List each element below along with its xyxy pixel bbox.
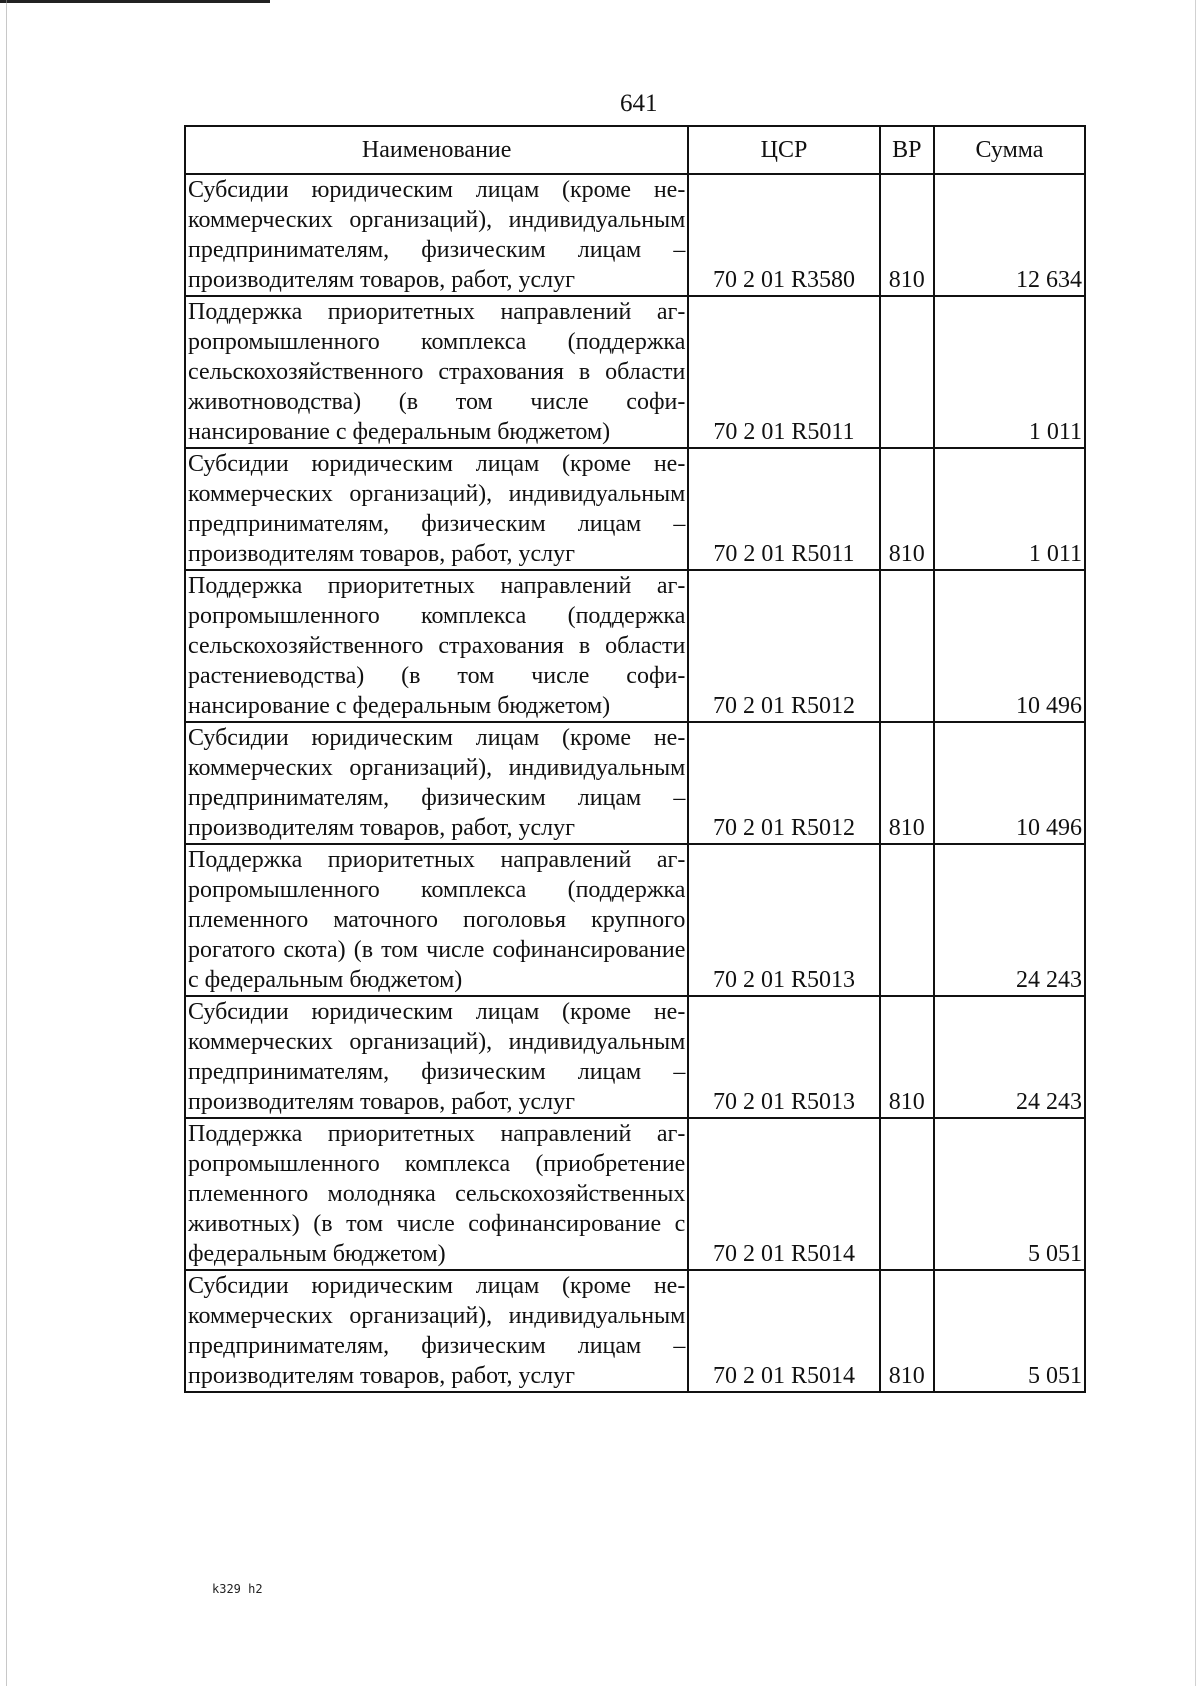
row-name: Поддержка приоритетных направлений агропромышленного комплекса (поддержка сельскохозяйственного страхования в области растениеводства) (в том числе софинансирование с федеральным бюджетом) (185, 570, 688, 722)
row-sum: 5 051 (934, 1118, 1085, 1270)
row-name: Поддержка приоритетных направлений агропромышленного комплекса (поддержка племенного маточного поголовья крупного рогатого скота) (в том числе софинансирование с федеральным бюджетом) (185, 844, 688, 996)
header-name: Наименование (185, 126, 688, 174)
row-csr: 70 2 01 R5011 (688, 296, 879, 448)
header-csr: ЦСР (688, 126, 879, 174)
page-number: 641 (620, 90, 658, 117)
budget-table (184, 125, 1086, 1393)
row-vr: 810 (880, 996, 934, 1118)
table-row (185, 448, 1085, 570)
table-row (185, 570, 1085, 722)
row-name: Субсидии юридическим лицам (кроме некоммерческих организаций), индивидуальным предпринимателям, физическим лицам – производителям товаров, работ, услуг (185, 448, 688, 570)
row-vr (880, 296, 934, 448)
row-sum: 5 051 (934, 1270, 1085, 1392)
row-name: Субсидии юридическим лицам (кроме некоммерческих организаций), индивидуальным предпринимателям, физическим лицам – производителям товаров, работ, услуг (185, 722, 688, 844)
table-row (185, 722, 1085, 844)
scan-edge-top (0, 0, 270, 3)
row-csr: 70 2 01 R5012 (688, 722, 879, 844)
table-row (185, 1270, 1085, 1392)
row-csr: 70 2 01 R5011 (688, 448, 879, 570)
row-csr: 70 2 01 R3580 (688, 174, 879, 296)
row-vr: 810 (880, 174, 934, 296)
row-name: Поддержка приоритетных направлений агропромышленного комплекса (поддержка сельскохозяйственного страхования в области животноводства) (в том числе софинансирование с федеральным бюджетом) (185, 296, 688, 448)
row-csr: 70 2 01 R5012 (688, 570, 879, 722)
row-vr: 810 (880, 448, 934, 570)
scan-edge-right (1195, 0, 1196, 1686)
header-sum: Сумма (934, 126, 1085, 174)
row-sum: 1 011 (934, 296, 1085, 448)
table-row (185, 1118, 1085, 1270)
header-vr: ВР (880, 126, 934, 174)
row-vr: 810 (880, 1270, 934, 1392)
row-vr: 810 (880, 722, 934, 844)
row-csr: 70 2 01 R5014 (688, 1270, 879, 1392)
row-name: Поддержка приоритетных направлений агропромышленного комплекса (приобретение племенного молодняка сельскохозяйственных животных) (в том числе софинансирование с федеральным бюджетом) (185, 1118, 688, 1270)
row-vr (880, 570, 934, 722)
table-header-row (185, 126, 1085, 174)
table-row (185, 996, 1085, 1118)
row-csr: 70 2 01 R5013 (688, 844, 879, 996)
footer-code: k329 h2 (212, 1582, 263, 1596)
table-row (185, 296, 1085, 448)
row-vr (880, 1118, 934, 1270)
row-name: Субсидии юридическим лицам (кроме некоммерческих организаций), индивидуальным предпринимателям, физическим лицам – производителям товаров, работ, услуг (185, 1270, 688, 1392)
table-row (185, 174, 1085, 296)
row-name: Субсидии юридическим лицам (кроме некоммерческих организаций), индивидуальным предпринимателям, физическим лицам – производителям товаров, работ, услуг (185, 996, 688, 1118)
scan-edge-left (6, 0, 7, 1686)
row-sum: 12 634 (934, 174, 1085, 296)
row-csr: 70 2 01 R5013 (688, 996, 879, 1118)
row-sum: 1 011 (934, 448, 1085, 570)
row-csr: 70 2 01 R5014 (688, 1118, 879, 1270)
row-sum: 24 243 (934, 844, 1085, 996)
row-sum: 24 243 (934, 996, 1085, 1118)
row-vr (880, 844, 934, 996)
row-name: Субсидии юридическим лицам (кроме некоммерческих организаций), индивидуальным предпринимателям, физическим лицам – производителям товаров, работ, услуг (185, 174, 688, 296)
table-row (185, 844, 1085, 996)
row-sum: 10 496 (934, 722, 1085, 844)
row-sum: 10 496 (934, 570, 1085, 722)
